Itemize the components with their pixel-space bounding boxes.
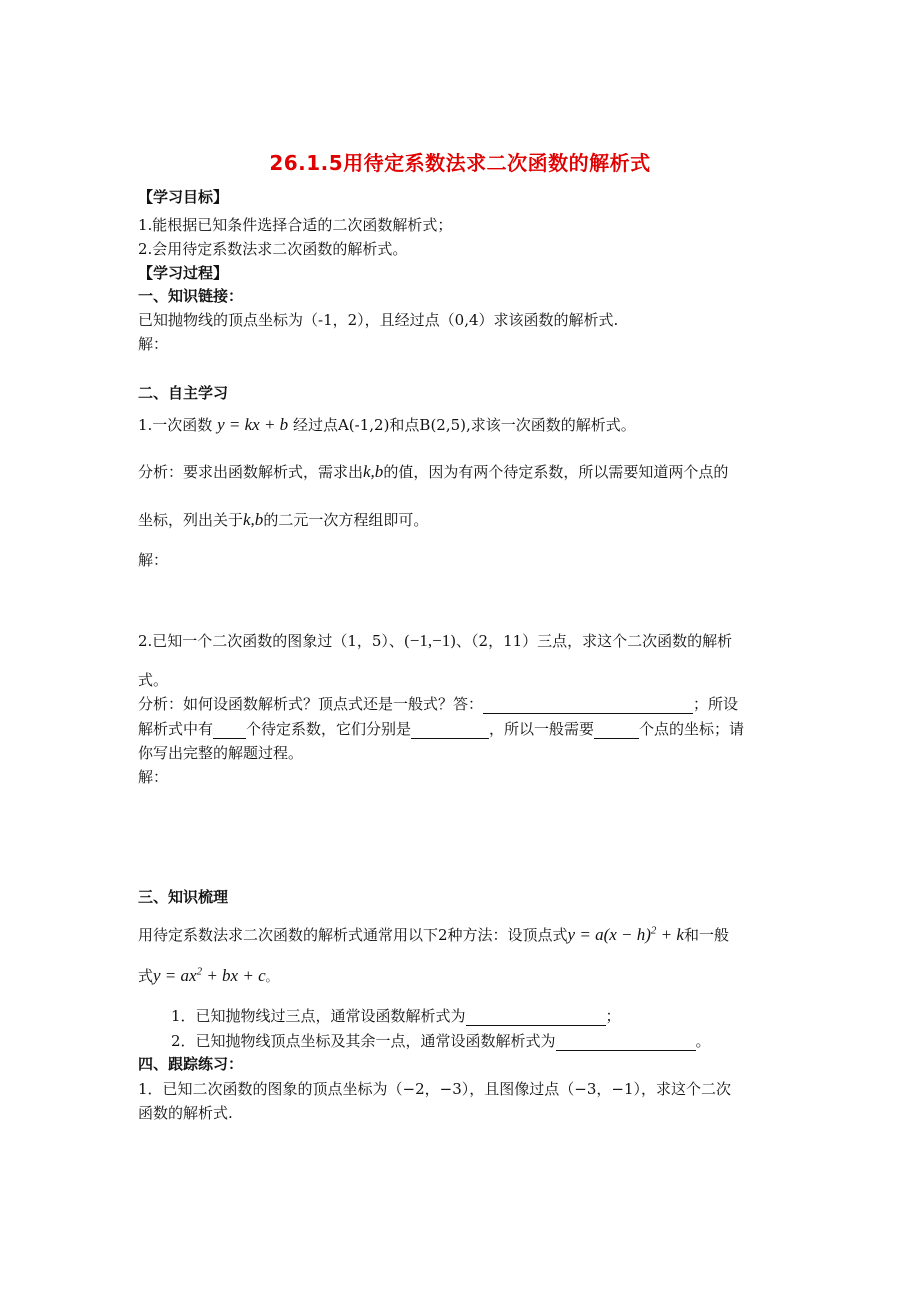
analysis-2-text-a: 分析：如何设函数解析式？顶点式还是一般式？答： (138, 695, 484, 713)
analysis-2-line-2 (138, 718, 744, 739)
question-1 (138, 414, 636, 435)
answer-blank-count[interactable] (213, 722, 246, 739)
answer-blank-points[interactable] (594, 722, 639, 739)
section-4-heading: 四、跟踪练习： (138, 1055, 244, 1073)
analysis-2-text-e: ，所以一般需要 (489, 720, 595, 738)
general-form-main: y = ax (153, 966, 197, 985)
summary-item-1-end: ； (605, 1007, 621, 1025)
vertex-form-exponent: 2 (650, 924, 657, 937)
answer-blank-three-points[interactable] (466, 1009, 606, 1026)
section-1-problem: 已知抛物线的顶点坐标为（-1，2），且经过点（0,4）求该函数的解析式. (138, 311, 619, 329)
analysis-1-text-d: 的二元一次方程组即可。 (263, 511, 429, 529)
answer-blank-coefficients[interactable] (411, 722, 489, 739)
exercise-1-line-1: 1．已知二次函数的图象的顶点坐标为（−2，−3），且图像过点（−3，−1），求这个二次 (138, 1080, 731, 1098)
question-1-text-b: 经过点A(-1,2)和点B(2,5),求该一次函数的解析式。 (292, 416, 636, 434)
vertex-form-tail: + k (660, 925, 684, 944)
vertex-form-formula (568, 925, 684, 944)
section-1-heading: 一、知识链接： (138, 287, 244, 305)
summary-item-2-end: 。 (695, 1032, 711, 1050)
goal-item-2: 2.会用待定系数法求二次函数的解析式。 (138, 240, 408, 258)
analysis-2-text-b: ；所设 (693, 695, 739, 713)
point-minus-one: −1,−1 (409, 631, 451, 650)
answer-blank-form[interactable] (483, 697, 693, 714)
question-2-text-a: 2.已知一个二次函数的图象过（1，5）、( (138, 632, 410, 650)
exercise-1-line-2: 函数的解析式. (138, 1104, 233, 1122)
learning-goals-heading: 【学习目标】 (138, 188, 229, 206)
analysis-1-text-a: 分析：要求出函数解析式，需求出 (138, 463, 364, 481)
summary-text-c: 式 (138, 967, 154, 985)
summary-line-1 (138, 924, 729, 945)
analysis-2-text-d: 个待定系数，它们分别是 (246, 720, 412, 738)
question-1-text-a: 1.一次函数 (138, 416, 213, 434)
summary-item-1-text: 1．已知抛物线过三点，通常设函数解析式为 (171, 1007, 466, 1025)
section-2-heading: 二、自主学习 (138, 384, 229, 402)
question-2-line-1 (138, 630, 732, 651)
k-b-variables-2: k,b (243, 510, 264, 529)
document-title: 26.1.5用待定系数法求二次函数的解析式 (269, 151, 651, 175)
summary-item-2-text: 2．已知抛物线顶点坐标及其余一点，通常设函数解析式为 (171, 1032, 556, 1050)
analysis-1-line-2 (138, 509, 428, 530)
analysis-2-text-c: 解析式中有 (138, 720, 214, 738)
summary-text-a: 用待定系数法求二次函数的解析式通常用以下2种方法：设顶点式 (138, 926, 568, 944)
summary-text-b: 和一般 (683, 926, 729, 944)
learning-process-heading: 【学习过程】 (138, 264, 229, 282)
linear-function-formula: y = kx + b (217, 415, 289, 434)
summary-item-2 (171, 1030, 711, 1051)
summary-text-d: 。 (265, 970, 278, 984)
question-1-answer-label: 解： (138, 551, 169, 569)
goal-item-1: 1.能根据已知条件选择合适的二次函数解析式； (138, 216, 453, 234)
answer-blank-vertex[interactable] (556, 1034, 696, 1051)
analysis-2-line-1 (138, 693, 738, 714)
summary-item-1 (171, 1005, 621, 1026)
analysis-1-text-b: 的值，因为有两个待定系数，所以需要知道两个点的 (383, 463, 729, 481)
question-2-answer-label: 解： (138, 768, 169, 786)
general-form-tail: + bx + c (206, 966, 266, 985)
question-2-text-b: )、（2，11）三点，求这个二次函数的解析 (450, 632, 733, 650)
vertex-form-main: y = a(x − h) (567, 925, 651, 944)
analysis-2-text-f: 个点的坐标；请 (639, 720, 745, 738)
k-b-variables: k,b (363, 462, 384, 481)
analysis-1-line-1 (138, 461, 728, 482)
general-form-formula (153, 966, 266, 985)
analysis-2-line-3: 你写出完整的解题过程。 (138, 744, 304, 762)
general-form-exponent: 2 (196, 965, 203, 978)
summary-line-2 (138, 965, 278, 986)
analysis-1-text-c: 坐标，列出关于 (138, 511, 244, 529)
section-1-answer-label: 解： (138, 335, 169, 353)
question-2-line-2: 式。 (138, 671, 169, 689)
section-3-heading: 三、知识梳理 (138, 888, 229, 906)
